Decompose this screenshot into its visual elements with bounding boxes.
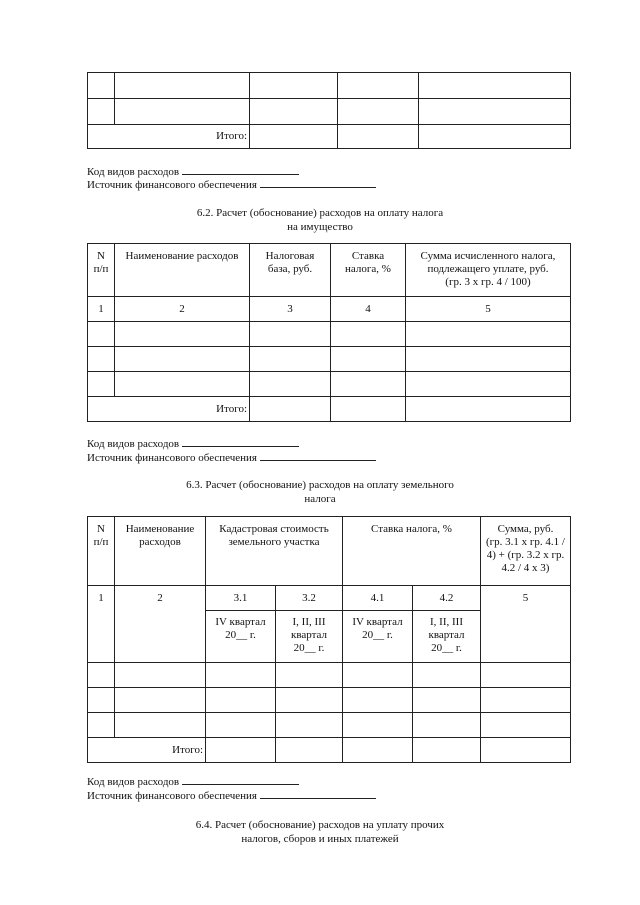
col-n: N п/п [88, 517, 115, 586]
funding-source-label: Источник финансового обеспечения [87, 790, 257, 802]
table-continuation [87, 72, 571, 149]
expense-code-blank[interactable] [182, 437, 299, 447]
funding-source-blank[interactable] [260, 789, 376, 799]
expense-code-line [87, 165, 299, 179]
total-label: Итого: [88, 125, 250, 149]
expense-code-line [87, 775, 299, 789]
table-land-tax [87, 516, 571, 763]
col-name: Наименование расходов [115, 244, 250, 297]
period-q123: I, II, III квартал 20__ г. [413, 611, 481, 663]
section-6-2-title: 6.2. Расчет (обоснование) расходов на оплату налога на имущество [196, 207, 444, 233]
col-name: Наименование расходов [115, 517, 206, 586]
col-cadastral: Кадастровая стоимость земельного участка [206, 517, 343, 586]
expense-code-label: Код видов расходов [87, 776, 180, 788]
table-header-row [88, 244, 571, 297]
col-sum: Сумма, руб. (гр. 3.1 х гр. 4.1 / 4) + (гр. 3.2 х гр. 4.2 / 4 х 3) [481, 517, 571, 586]
table-row [88, 663, 571, 688]
expense-code-blank[interactable] [182, 165, 299, 175]
funding-source-blank[interactable] [260, 451, 376, 461]
table-header-row [88, 517, 571, 586]
table-row [88, 713, 571, 738]
funding-source-blank[interactable] [260, 178, 376, 188]
section-6-4-title: 6.4. Расчет (обоснование) расходов на уплату прочих налогов, сборов и иных платежей [195, 819, 445, 845]
funding-source-label: Источник финансового обеспечения [87, 452, 257, 464]
total-label: Итого: [88, 397, 250, 422]
col-rate: Ставка налога, % [343, 517, 481, 586]
table-row [88, 688, 571, 713]
period-q123: I, II, III квартал 20__ г. [276, 611, 343, 663]
section-6-3-title: 6.3. Расчет (обоснование) расходов на оплату земельного налога [186, 479, 454, 505]
total-row [88, 738, 571, 763]
funding-source-line [87, 451, 376, 465]
table-row [88, 73, 571, 99]
funding-source-line [87, 789, 376, 803]
col-n: N п/п [88, 244, 115, 297]
col-sum: Сумма исчисленного налога, подлежащего уплате, руб. (гр. 3 х гр. 4 / 100) [406, 244, 571, 297]
column-number-row: 1 2 3 4 5 [88, 297, 571, 322]
period-q4: IV квартал 20__ г. [206, 611, 276, 663]
expense-code-blank[interactable] [182, 775, 299, 785]
column-number-row: 1 2 3.1 3.2 4.1 4.2 5 [88, 586, 571, 611]
col-rate: Ставка налога, % [331, 244, 406, 297]
col-base: Налоговая база, руб. [250, 244, 331, 297]
table-row [88, 347, 571, 372]
funding-source-label: Источник финансового обеспечения [87, 179, 257, 191]
funding-source-line [87, 178, 376, 192]
table-row [88, 322, 571, 347]
expense-code-label: Код видов расходов [87, 166, 180, 178]
table-row [88, 372, 571, 397]
expense-code-label: Код видов расходов [87, 438, 180, 450]
period-q4: IV квартал 20__ г. [343, 611, 413, 663]
expense-code-line [87, 437, 299, 451]
total-label: Итого: [88, 738, 206, 763]
total-row [88, 397, 571, 422]
table-property-tax [87, 243, 571, 422]
total-row [88, 125, 571, 149]
table-row [88, 99, 571, 125]
